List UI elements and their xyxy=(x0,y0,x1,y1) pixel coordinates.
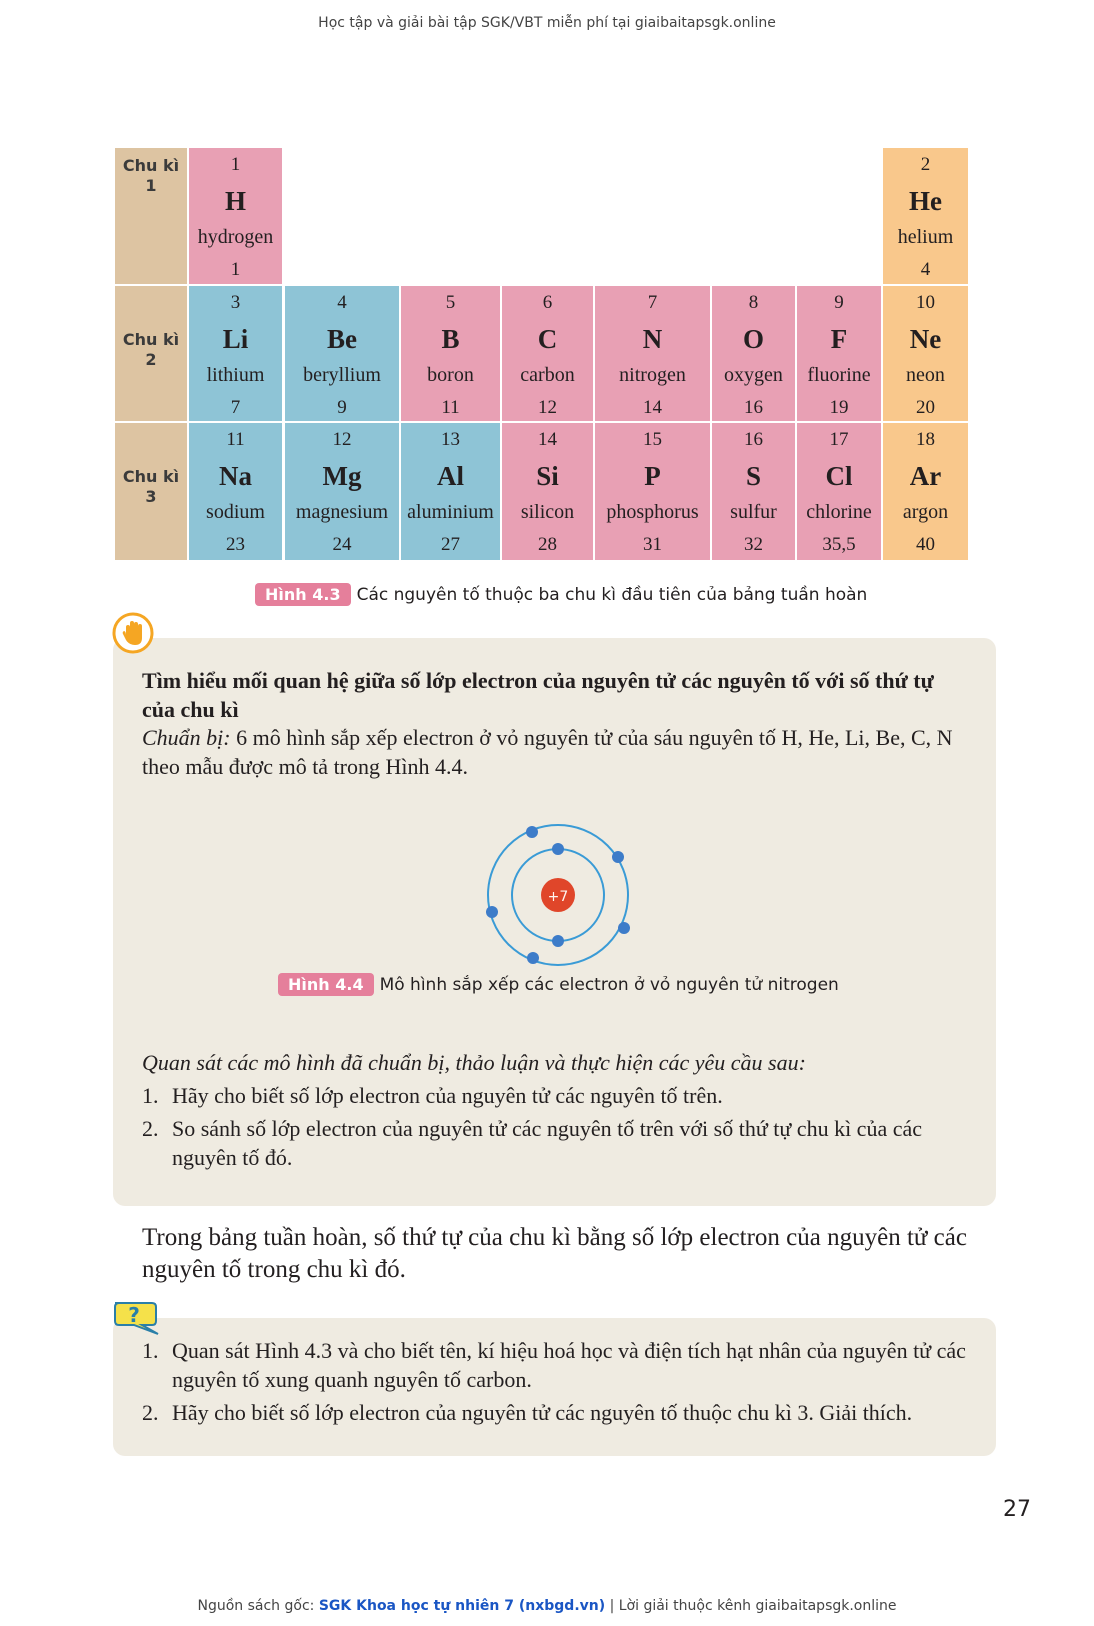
list-item xyxy=(142,1398,982,1427)
list-item xyxy=(142,1081,982,1110)
footer-note xyxy=(0,1598,1094,1614)
element-mass: 31 xyxy=(643,534,662,555)
element-symbol: N xyxy=(642,324,663,354)
item-number: 2. xyxy=(142,1400,159,1425)
element-cell-li xyxy=(189,286,282,421)
element-mass: 19 xyxy=(829,397,849,418)
period-label-text: Chu kì xyxy=(122,156,180,175)
element-cell-f xyxy=(797,286,881,421)
period-label-number: 3 xyxy=(145,487,157,506)
element-mass: 9 xyxy=(337,397,347,418)
figure-4-3-caption xyxy=(255,583,867,606)
figure-4-4-caption xyxy=(278,973,839,996)
element-mass: 1 xyxy=(230,259,241,280)
element-symbol: F xyxy=(830,324,848,354)
element-name: aluminium xyxy=(407,501,494,523)
prep-text: 6 mô hình sắp xếp electron ở vỏ nguyên tử của sáu nguyên tố H, He, Li, Be, C, N theo mẫu được mô tả trong Hình 4.4. xyxy=(142,725,953,779)
element-cell-al xyxy=(401,423,500,560)
element-mass: 40 xyxy=(916,534,935,555)
element-number: 5 xyxy=(445,292,456,313)
footer-prefix: Nguồn sách gốc: xyxy=(197,1598,319,1614)
element-mass: 23 xyxy=(226,534,245,555)
element-cell-s xyxy=(712,423,795,560)
element-name: lithium xyxy=(206,364,265,386)
period-label-text: Chu kì xyxy=(122,467,180,486)
item-number: 1. xyxy=(142,1338,159,1363)
element-name: beryllium xyxy=(303,364,381,386)
element-mass: 4 xyxy=(920,259,931,280)
activity-title: Tìm hiểu mối quan hệ giữa số lớp electron của nguyên tử các nguyên tố với số thứ tự của chu kì xyxy=(142,668,934,722)
element-cell-n xyxy=(595,286,710,421)
question-icon xyxy=(112,1300,160,1336)
element-name: silicon xyxy=(520,501,575,523)
element-symbol: Be xyxy=(327,324,357,354)
figure-badge: Hình 4.4 xyxy=(278,973,374,996)
element-name: fluorine xyxy=(807,364,871,386)
period-label-2 xyxy=(115,286,187,421)
prep-label: Chuẩn bị: xyxy=(142,725,231,750)
activity-preparation xyxy=(142,723,982,781)
element-number: 1 xyxy=(230,154,241,175)
item-text: Hãy cho biết số lớp electron của nguyên tử các nguyên tố thuộc chu kì 3. Giải thích. xyxy=(172,1400,913,1425)
element-cell-ar xyxy=(883,423,968,560)
element-name: sodium xyxy=(206,501,265,523)
key-statement: Trong bảng tuần hoàn, số thứ tự của chu kì bằng số lớp electron của nguyên tử các nguyên tố trong chu kì đó. xyxy=(142,1224,967,1283)
element-number: 11 xyxy=(226,429,245,450)
figure-caption-text: Các nguyên tố thuộc ba chu kì đầu tiên của bảng tuần hoàn xyxy=(356,584,868,605)
element-name: chlorine xyxy=(806,501,872,523)
element-mass: 24 xyxy=(332,534,352,555)
element-name: boron xyxy=(427,364,474,386)
element-symbol: Ar xyxy=(909,461,942,491)
element-number: 7 xyxy=(647,292,658,313)
page-number: 27 xyxy=(1003,1497,1031,1522)
element-mass: 12 xyxy=(538,397,557,418)
period-label-number: 1 xyxy=(145,176,157,195)
element-mass: 7 xyxy=(230,397,241,418)
element-symbol: Mg xyxy=(322,461,362,491)
element-number: 8 xyxy=(748,292,759,313)
element-name: phosphorus xyxy=(606,501,699,523)
element-cell-mg xyxy=(285,423,399,560)
element-cell-ne xyxy=(883,286,968,421)
element-cell-cl xyxy=(797,423,881,560)
item-number: 2. xyxy=(142,1116,159,1141)
element-number: 18 xyxy=(916,429,935,450)
element-cell-c xyxy=(502,286,593,421)
element-mass: 20 xyxy=(916,397,935,418)
element-cell-be xyxy=(285,286,399,421)
element-mass: 11 xyxy=(441,397,460,418)
activity-instruction: Quan sát các mô hình đã chuẩn bị, thảo luận và thực hiện các yêu cầu sau: xyxy=(142,1050,806,1075)
element-mass: 27 xyxy=(441,534,460,555)
element-number: 16 xyxy=(744,429,763,450)
element-mass: 28 xyxy=(538,534,557,555)
element-symbol: Ne xyxy=(909,324,942,354)
figure-caption-text: Mô hình sắp xếp các electron ở vỏ nguyên tử nitrogen xyxy=(379,974,839,995)
element-mass: 35,5 xyxy=(822,534,856,555)
element-name: nitrogen xyxy=(619,364,686,386)
element-symbol: H xyxy=(224,186,246,216)
element-cell-h xyxy=(189,148,282,284)
element-number: 10 xyxy=(916,292,935,313)
element-symbol: Al xyxy=(437,461,464,491)
element-symbol: He xyxy=(909,186,942,216)
source-link[interactable]: SGK Khoa học tự nhiên 7 (nxbgd.vn) xyxy=(318,1598,606,1614)
footer-suffix: | Lời giải thuộc kênh giaibaitapsgk.online xyxy=(605,1598,897,1614)
element-name: hydrogen xyxy=(197,226,274,248)
period-label-number: 2 xyxy=(145,350,157,369)
item-number: 1. xyxy=(142,1083,159,1108)
period-label-text: Chu kì xyxy=(122,330,180,349)
list-item xyxy=(142,1114,982,1172)
item-text: Hãy cho biết số lớp electron của nguyên tử các nguyên tố trên. xyxy=(172,1083,723,1108)
element-number: 14 xyxy=(538,429,557,450)
element-mass: 32 xyxy=(744,534,763,555)
figure-badge: Hình 4.3 xyxy=(255,583,351,606)
question-list xyxy=(142,1336,982,1431)
element-mass: 16 xyxy=(744,397,763,418)
svg-text:?: ? xyxy=(128,1303,140,1327)
hand-icon xyxy=(112,612,154,654)
item-text: Quan sát Hình 4.3 và cho biết tên, kí hiệu hoá học và điện tích hạt nhân của nguyên tử các nguyên tố xung quanh nguyên tố carbon. xyxy=(172,1338,966,1392)
element-number: 9 xyxy=(834,292,844,313)
element-symbol: Si xyxy=(536,461,559,491)
element-symbol: C xyxy=(537,324,558,354)
element-symbol: O xyxy=(742,324,764,354)
element-symbol: P xyxy=(644,461,661,491)
element-cell-si xyxy=(502,423,593,560)
element-symbol: Cl xyxy=(825,461,853,491)
element-name: helium xyxy=(897,226,954,248)
element-cell-p xyxy=(595,423,710,560)
element-symbol: S xyxy=(745,461,762,491)
item-text: So sánh số lớp electron của nguyên tử các nguyên tố trên với số thứ tự chu kì của các nguyên tố đó. xyxy=(172,1116,922,1170)
element-name: sulfur xyxy=(730,501,777,523)
element-symbol: Li xyxy=(222,324,249,354)
period-label-3 xyxy=(115,423,187,560)
element-number: 6 xyxy=(542,292,553,313)
period-label-1 xyxy=(115,148,187,284)
element-symbol: B xyxy=(441,324,460,354)
element-cell-na xyxy=(189,423,282,560)
element-number: 3 xyxy=(230,292,241,313)
element-cell-he xyxy=(883,148,968,284)
header-note: Học tập và giải bài tập SGK/VBT miễn phí tại giaibaitapsgk.online xyxy=(318,15,776,31)
activity-list xyxy=(142,1081,982,1176)
element-cell-b xyxy=(401,286,500,421)
element-number: 12 xyxy=(332,429,352,450)
element-number: 4 xyxy=(337,292,347,313)
element-name: carbon xyxy=(520,364,575,386)
element-name: argon xyxy=(902,501,949,523)
element-number: 17 xyxy=(829,429,849,450)
periodic-table xyxy=(115,148,995,560)
atom-nucleus-charge: +7 xyxy=(547,889,569,905)
element-name: neon xyxy=(906,364,945,386)
element-number: 15 xyxy=(643,429,662,450)
element-mass: 14 xyxy=(643,397,662,418)
nitrogen-atom-model xyxy=(478,820,638,970)
element-name: oxygen xyxy=(724,364,783,386)
element-name: magnesium xyxy=(295,501,389,523)
element-number: 2 xyxy=(920,154,931,175)
element-number: 13 xyxy=(441,429,460,450)
list-item xyxy=(142,1336,982,1394)
element-symbol: Na xyxy=(219,461,252,491)
element-cell-o xyxy=(712,286,795,421)
